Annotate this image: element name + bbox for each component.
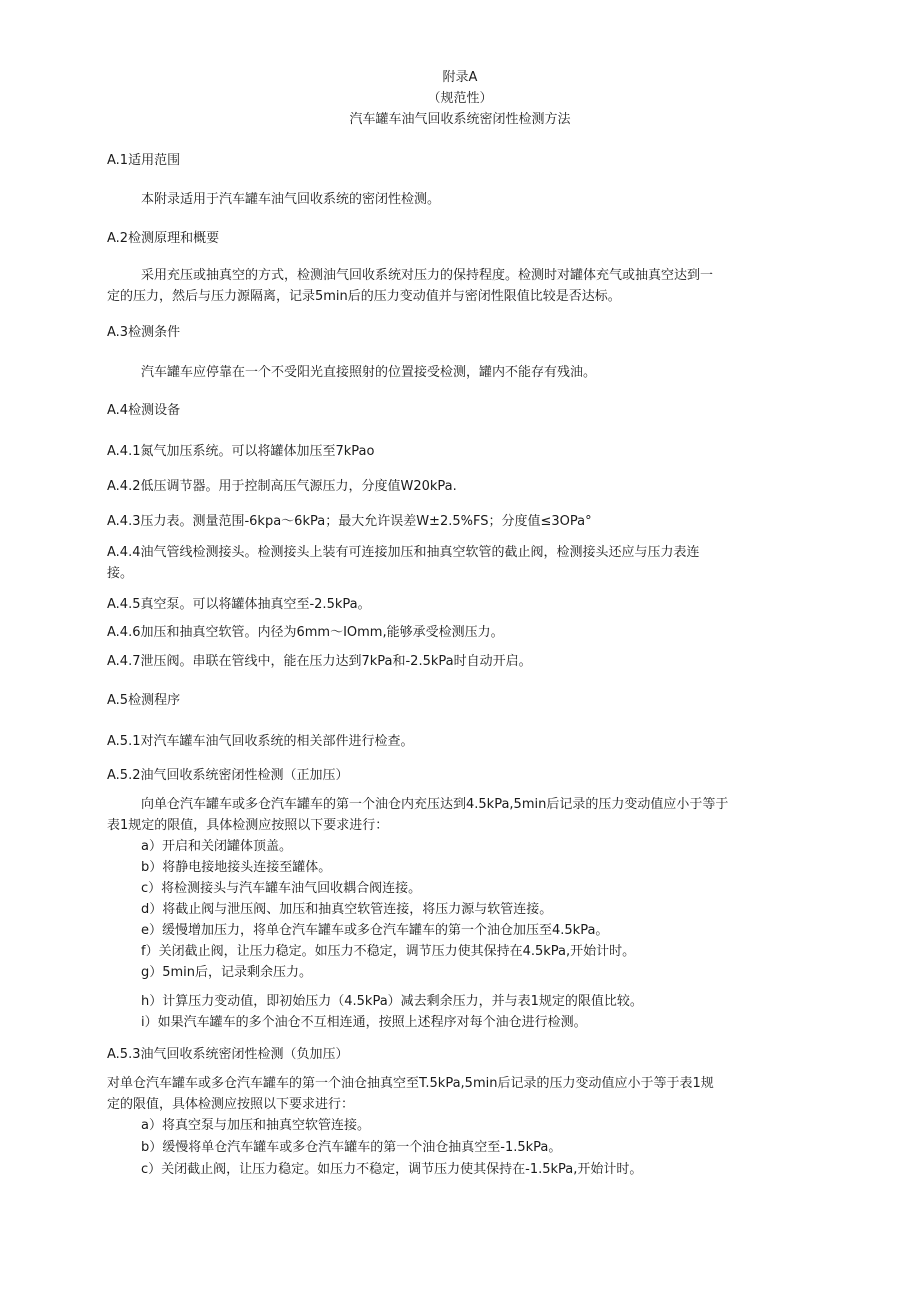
item-a5-1: A.5.1对汽车罐车油气回收系统的相关部件进行检查。 xyxy=(107,734,414,749)
list-item: b）将静电接地接头连接至罐体。 xyxy=(141,860,332,875)
list-item: f）关闭截止阀，让压力稳定。如压力不稳定，调节压力使其保持在4.5kPa,开始计时。 xyxy=(141,944,636,959)
item-a4-6: A.4.6加压和抽真空软管。内径为6mm～IOmm,能够承受检测压力。 xyxy=(107,625,504,640)
list-item: a）开启和关闭罐体顶盖。 xyxy=(141,839,292,854)
item-a4-4-line1: A.4.4油气管线检测接头。检测接头上装有可连接加压和抽真空软管的截止阀，检测接头还应与压力表连 xyxy=(107,545,700,560)
section-heading-a4: A.4检测设备 xyxy=(107,403,181,418)
item-a4-1: A.4.1氮气加压系统。可以将罐体加压至7kPao xyxy=(107,444,375,459)
list-item: c）关闭截止阀，让压力稳定。如压力不稳定，调节压力使其保持在-1.5kPa,开始计时。 xyxy=(141,1162,643,1177)
subsection-heading-a5-3: A.5.3油气回收系统密闭性检测（负加压） xyxy=(107,1047,349,1062)
list-item: d）将截止阀与泄压阀、加压和抽真空软管连接，将压力源与软管连接。 xyxy=(141,902,553,917)
appendix-label: 附录A xyxy=(442,70,478,85)
paragraph-a2-line1: 采用充压或抽真空的方式，检测油气回收系统对压力的保持程度。检测时对罐体充气或抽真空达到一 xyxy=(141,268,714,283)
paragraph-a1: 本附录适用于汽车罐车油气回收系统的密闭性检测。 xyxy=(141,192,441,207)
section-heading-a1: A.1适用范围 xyxy=(107,153,181,168)
list-item: g）5min后，记录剩余压力。 xyxy=(141,965,313,980)
appendix-nature: （规范性） xyxy=(427,91,493,106)
list-item: c）将检测接头与汽车罐车油气回收耦合阀连接。 xyxy=(141,881,422,896)
paragraph-a5-2-line2: 表1规定的限值，具体检测应按照以下要求进行： xyxy=(107,818,389,833)
item-a4-3: A.4.3压力表。测量范围-6kpa～6kPa；最大允许误差W±2.5%FS；分度值≤3OPa° xyxy=(107,514,592,529)
paragraph-a5-3-line2: 定的限值，具体检测应按照以下要求进行： xyxy=(107,1097,355,1112)
item-a4-2: A.4.2低压调节器。用于控制高压气源压力，分度值W20kPa. xyxy=(107,479,457,494)
list-item: b）缓慢将单仓汽车罐车或多仓汽车罐车的第一个油仓抽真空至-1.5kPa。 xyxy=(141,1140,562,1155)
list-item: e）缓慢增加压力，将单仓汽车罐车或多仓汽车罐车的第一个油仓加压至4.5kPa。 xyxy=(141,923,609,938)
section-heading-a2: A.2检测原理和概要 xyxy=(107,231,220,246)
subsection-heading-a5-2: A.5.2油气回收系统密闭性检测（正加压） xyxy=(107,768,349,783)
list-item: a）将真空泵与加压和抽真空软管连接。 xyxy=(141,1118,370,1133)
paragraph-a5-3-line1: 对单仓汽车罐车或多仓汽车罐车的第一个油仓抽真空至T.5kPa,5min后记录的压力变动值应小于等于表1规 xyxy=(107,1076,714,1091)
paragraph-a5-2-line1: 向单仓汽车罐车或多仓汽车罐车的第一个油仓内充压达到4.5kPa,5min后记录的压力变动值应小于等于 xyxy=(141,797,729,812)
list-item: i）如果汽车罐车的多个油仓不互相连通，按照上述程序对每个油仓进行检测。 xyxy=(141,1015,587,1030)
item-a4-4-line2: 接。 xyxy=(107,566,134,581)
paragraph-a3: 汽车罐车应停靠在一个不受阳光直接照射的位置接受检测，罐内不能存有残油。 xyxy=(141,365,597,380)
paragraph-a2-line2: 定的压力，然后与压力源隔离，记录5min后的压力变动值并与密闭性限值比较是否达标。 xyxy=(107,289,621,304)
item-a4-7: A.4.7泄压阀。串联在管线中，能在压力达到7kPa和-2.5kPa时自动开启。 xyxy=(107,654,532,669)
section-heading-a5: A.5检测程序 xyxy=(107,693,181,708)
list-item: h）计算压力变动值，即初始压力（4.5kPa）减去剩余压力，并与表1规定的限值比较。 xyxy=(141,994,643,1009)
item-a4-5: A.4.5真空泵。可以将罐体抽真空至-2.5kPa。 xyxy=(107,597,371,612)
section-heading-a3: A.3检测条件 xyxy=(107,325,181,340)
document-title: 汽车罐车油气回收系统密闭性检测方法 xyxy=(349,112,571,127)
